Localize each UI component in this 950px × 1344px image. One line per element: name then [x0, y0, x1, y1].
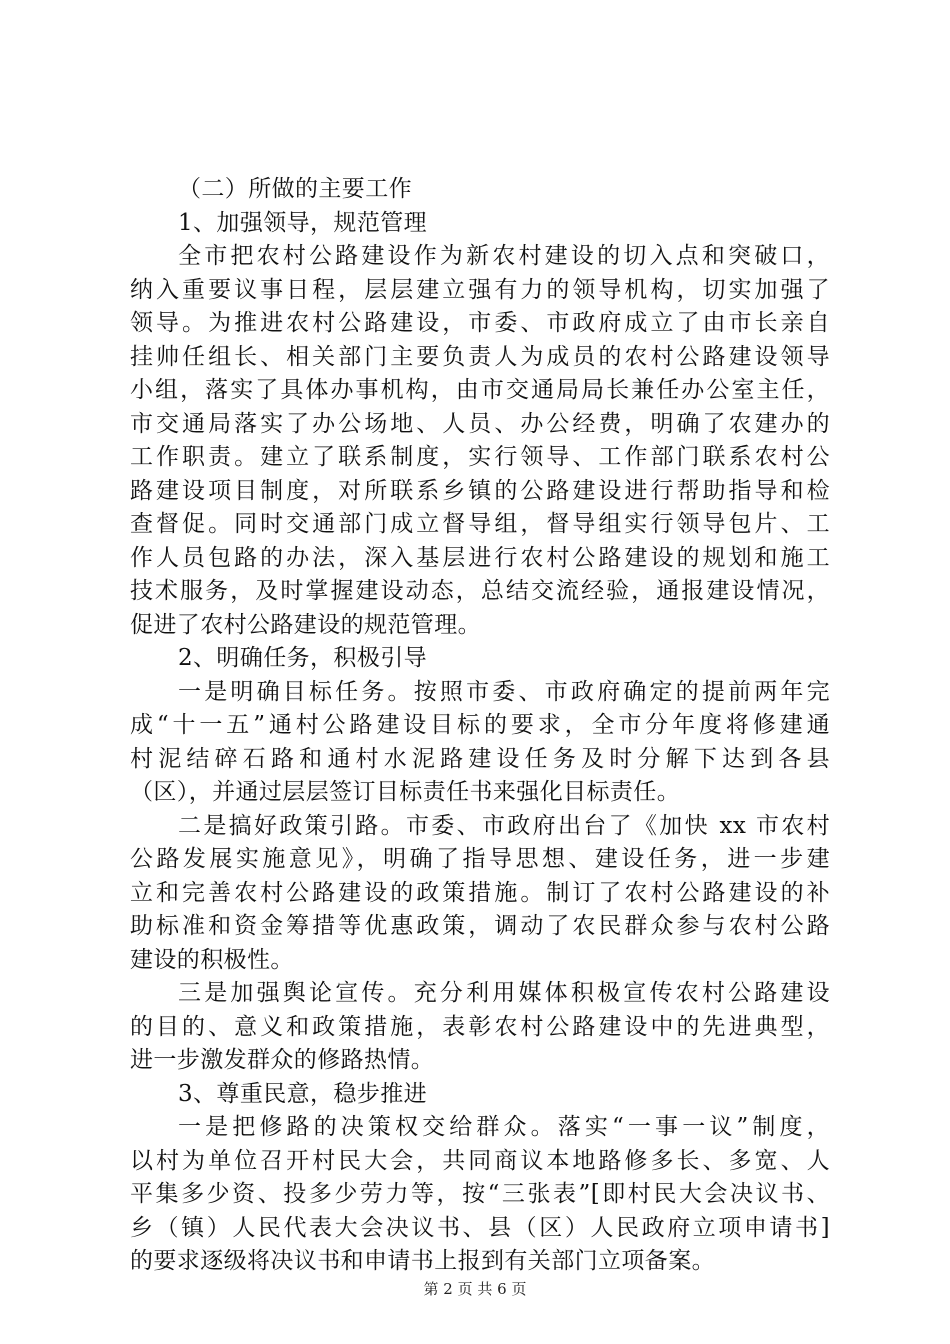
- text-line: 一是把修路的决策权交给群众。落实“一事一议”制度，: [178, 1114, 830, 1140]
- text-line: 全市把农村公路建设作为新农村建设的切入点和突破口，: [178, 243, 830, 269]
- text-line: 路建设项目制度，对所联系乡镇的公路建设进行帮助指导和检: [130, 477, 830, 504]
- text-line: 技术服务，及时掌握建设动态，总结交流经验，通报建设情况，: [130, 578, 830, 604]
- text-line: 公路发展实施意见》，明确了指导思想、建设任务，进一步建: [130, 846, 830, 872]
- text-line: 领导。为推进农村公路建设，市委、市政府成立了由市长亲自: [130, 310, 830, 336]
- text-line: 立和完善农村公路建设的政策措施。制订了农村公路建设的补: [130, 879, 830, 906]
- text-line: 村泥结碎石路和通村水泥路建设任务及时分解下达到各县: [130, 745, 830, 772]
- text-line: 促进了农村公路建设的规范管理。: [130, 611, 481, 638]
- text-line: 助标准和资金筹措等优惠政策，调动了农民群众参与农村公路: [130, 913, 830, 939]
- text-line: 三是加强舆论宣传。充分利用媒体积极宣传农村公路建设: [178, 980, 830, 1006]
- text-line: 查督促。同时交通部门成立督导组，督导组实行领导包片、工: [130, 511, 830, 537]
- text-line: 建设的积极性。: [130, 946, 294, 973]
- text-line: 1、加强领导，规范管理: [178, 209, 428, 236]
- text-line: 的目的、意义和政策措施，表彰农村公路建设中的先进典型，: [130, 1013, 830, 1040]
- page-footer: 第 2 页 共 6 页: [423, 1280, 527, 1298]
- text-line: 以村为单位召开村民大会，共同商议本地路修多长、多宽、人: [130, 1147, 830, 1174]
- text-line: 二是搞好政策引路。市委、市政府出台了《加快 xx 市农村: [178, 812, 830, 839]
- text-line: 作人员包路的办法，深入基层进行农村公路建设的规划和施工: [130, 544, 830, 571]
- text-line: 乡（镇）人民代表大会决议书、县（区）人民政府立项申请书]: [130, 1214, 830, 1241]
- text-line: 成“十一五”通村公路建设目标的要求，全市分年度将修建通: [130, 712, 830, 738]
- text-line: 的要求逐级将决议书和申请书上报到有关部门立项备案。: [130, 1248, 715, 1274]
- text-line: 工作职责。建立了联系制度，实行领导、工作部门联系农村公: [130, 444, 830, 470]
- text-line: （区），并通过层层签订目标责任书来强化目标责任。: [130, 779, 681, 805]
- text-line: 2、明确任务，积极引导: [178, 645, 428, 671]
- text-line: 平集多少资、投多少劳力等，按“三张表”[即村民大会决议书、: [130, 1181, 830, 1207]
- text-line: （二）所做的主要工作: [178, 176, 412, 202]
- text-line: 市交通局落实了办公场地、人员、办公经费，明确了农建办的: [130, 410, 830, 437]
- text-line: 一是明确目标任务。按照市委、市政府确定的提前两年完: [178, 678, 830, 705]
- text-line: 挂帅任组长、相关部门主要负责人为成员的农村公路建设领导: [130, 343, 830, 370]
- text-line: 纳入重要议事日程，层层建立强有力的领导机构，切实加强了: [130, 276, 830, 303]
- document-body: [130, 173, 830, 1279]
- text-line: 小组，落实了具体办事机构，由市交通局局长兼任办公室主任，: [130, 377, 830, 403]
- text-line: 3、尊重民意，稳步推进: [178, 1080, 428, 1107]
- text-line: 进一步激发群众的修路热情。: [130, 1047, 435, 1073]
